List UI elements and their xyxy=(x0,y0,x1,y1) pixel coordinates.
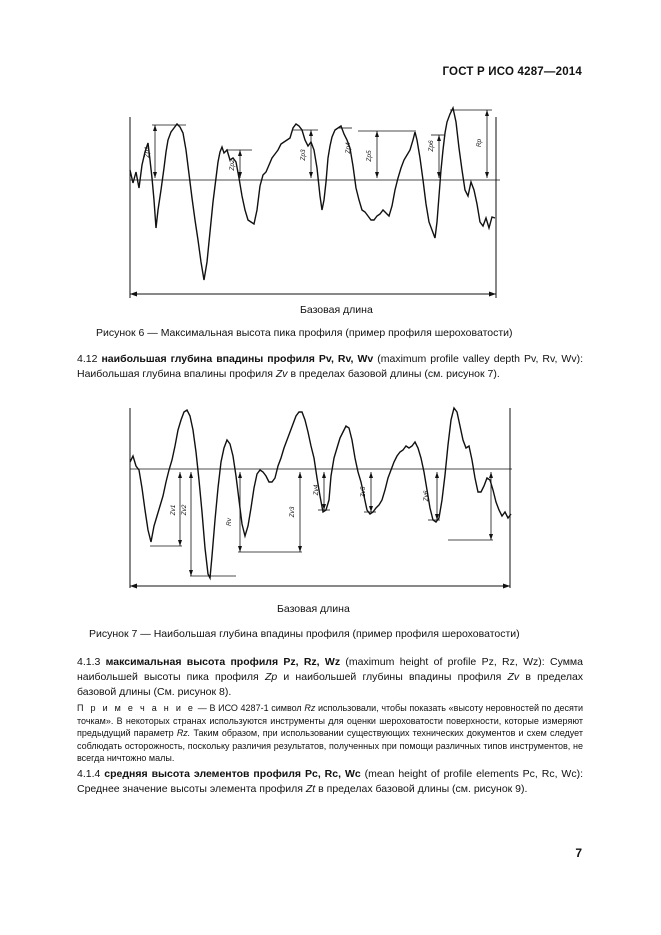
note-sym-2: Rz. xyxy=(176,728,191,738)
section-4-1-3 xyxy=(77,655,583,700)
fig7-marker-zv2: Zv2 xyxy=(181,504,188,516)
s414-body-post: в пределах базовой длины (см. рисунок 9). xyxy=(318,783,528,795)
section-4-1-2 xyxy=(77,352,583,382)
fig7-marker-zv6: Zv6 xyxy=(423,490,430,502)
fig7-marker-zv1: Zv1 xyxy=(170,504,177,516)
fig7-caption: Рисунок 7 — Наибольшая глубина впадины профиля (пример профиля шероховатости) xyxy=(89,628,520,640)
fig6-caption: Рисунок 6 — Максимальная высота пика профиля (пример профиля шероховатости) xyxy=(96,327,513,339)
note-text-2: использовали, чтобы показать «высоту неровностей по десяти точкам». В некоторых странах используются инструменты для оценки шероховатости поверхности, которые измеряют предыдущий параметр xyxy=(77,703,583,738)
s412-english: (maximum profile valley depth Pv, Rv, Wv): xyxy=(377,353,583,365)
fig7-marker-rv: Rv xyxy=(226,518,233,526)
s412-term: наибольшая глубина впадины профиля Pv, Rv, Wv xyxy=(101,353,374,365)
fig6-profile-curve xyxy=(130,108,495,280)
s413-number: 4.1.3 xyxy=(77,656,101,668)
s412-body-post: в пределах базовой длины (см. рисунок 7). xyxy=(290,368,500,380)
fig6-marker-zp2: Zp2 xyxy=(229,159,236,171)
fig6-marker-zp6: Zp6 xyxy=(428,140,435,152)
s413-english: (maximum height of profile Pz, Rz, Wz): xyxy=(345,656,545,668)
s413-sym-2: Zv xyxy=(507,671,520,683)
fig6-marker-zp4: Zp4 xyxy=(345,142,352,154)
fig6-marker-rp: Rp xyxy=(476,138,483,148)
document-header: ГОСТ Р ИСО 4287—2014 xyxy=(442,66,582,78)
s412-number: 4.12 xyxy=(77,353,98,365)
note-sym-1: Rz xyxy=(304,703,316,713)
s413-body-3: в пределах базовой длины (См. рисунок 8). xyxy=(77,671,584,698)
page-number: 7 xyxy=(575,846,582,860)
s413-body-1: Сумма наибольшей высоты пика профиля xyxy=(77,656,583,683)
note-block xyxy=(77,702,583,765)
s414-symbol: Zt xyxy=(305,783,316,795)
note-text-1: — В ИСО 4287-1 символ xyxy=(197,703,302,713)
fig7-marker-zv3: Zv3 xyxy=(289,506,296,518)
fig7-marker-zv5: Zv5 xyxy=(360,486,367,498)
s412-symbol: Zv xyxy=(275,368,288,380)
s413-body-2: и наибольшей глубины впадины профиля xyxy=(283,671,502,683)
fig7-marker-zv4: Zv4 xyxy=(313,484,320,496)
fig7-axis-label: Базовая длина xyxy=(277,603,350,615)
s412-body-pre: Наибольшая глубина впалины профиля xyxy=(77,368,273,380)
s414-number: 4.1.4 xyxy=(77,768,101,780)
fig6-marker-zp3: Zp3 xyxy=(300,149,307,161)
note-text-3: Таким образом, при использовании существующих технических документов и схем следует соблюдать осторожность, поскольку различия результатов, полученных при помощи различных типов инструментов, не всегда ничтожно малы. xyxy=(77,728,583,763)
fig6-marker-zp5: Zp5 xyxy=(366,150,373,162)
s414-body-pre: Среднее значение высоты элемента профиля xyxy=(77,783,303,795)
s414-term: средняя высота элементов профиля Pc, Rc, Wc xyxy=(104,768,361,780)
note-label: П р и м е ч а н и е xyxy=(77,703,196,713)
s413-term: максимальная высота профиля Pz, Rz, Wz xyxy=(105,656,341,668)
fig6-marker-zp1: Zp1 xyxy=(144,146,151,158)
fig7-profile-curve xyxy=(130,408,511,578)
section-4-1-4 xyxy=(77,767,583,797)
s413-sym-1: Zp xyxy=(264,671,278,683)
fig6-axis-label: Базовая длина xyxy=(300,304,373,316)
s414-english: (mean height of profile elements Pc, Rc, Wc): xyxy=(364,768,583,780)
